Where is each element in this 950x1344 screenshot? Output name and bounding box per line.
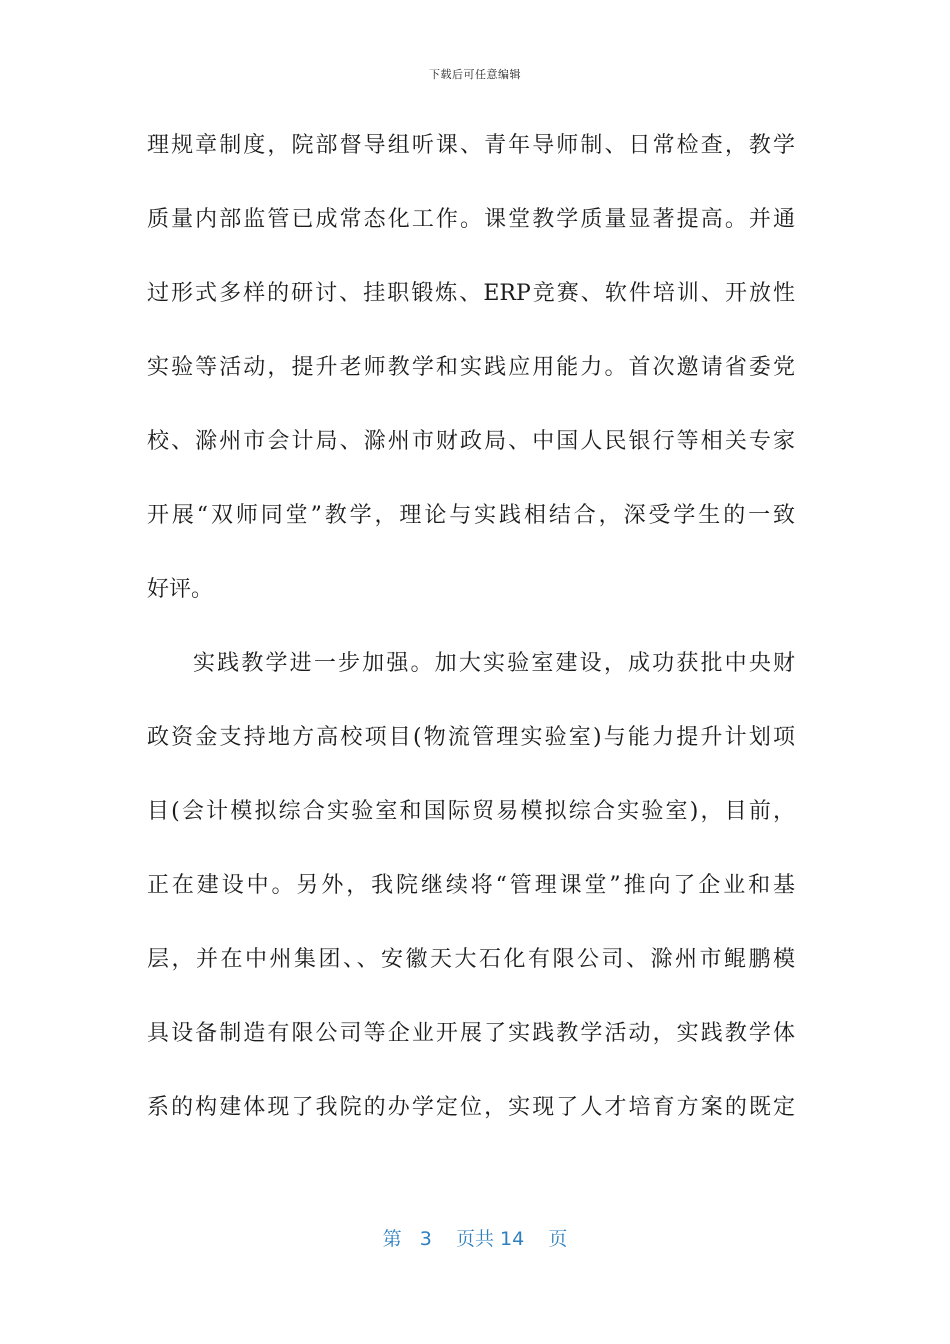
body-line: 好评。 [147,577,214,602]
body-line: 政资金支持地方高校项目(物流管理实验室)与能力提升计划项 [147,725,795,750]
body-line: 目(会计模拟综合实验室和国际贸易模拟综合实验室)，目前， [147,799,795,824]
footer-page-number: 3 [419,1228,432,1250]
document-body [147,120,795,1156]
body-line: 质量内部监管已成常态化工作。课堂教学质量显著提高。并通 [147,207,795,232]
body-line: 层，并在中州集团、、安徽天大石化有限公司、滁州市鲲鹏模 [147,947,795,972]
footer-suffix: 页 [548,1228,568,1250]
footer-total-pages: 14 [500,1228,525,1250]
body-line: 正在建设中。另外，我院继续将“管理课堂”推向了企业和基 [147,873,795,898]
body-line: 理规章制度，院部督导组听课、青年导师制、日常检查，教学 [147,133,795,158]
page-footer [0,1224,950,1251]
body-line: 过形式多样的研讨、挂职锻炼、ERP竞赛、软件培训、开放性 [147,281,795,306]
footer-middle: 页共 [455,1228,494,1250]
page-header: 下载后可任意编辑 [429,68,521,81]
footer-prefix: 第 [382,1228,402,1250]
body-line: 开展“双师同堂”教学，理论与实践相结合，深受学生的一致 [147,503,795,528]
body-line: 具设备制造有限公司等企业开展了实践教学活动，实践教学体 [147,1021,795,1046]
body-line: 实验等活动，提升老师教学和实践应用能力。首次邀请省委党 [147,355,795,380]
body-line: 校、滁州市会计局、滁州市财政局、中国人民银行等相关专家 [147,429,795,454]
body-line-paragraph-start: 实践教学进一步加强。加大实验室建设，成功获批中央财 [193,651,795,676]
body-line: 系的构建体现了我院的办学定位，实现了人才培育方案的既定 [147,1095,795,1120]
